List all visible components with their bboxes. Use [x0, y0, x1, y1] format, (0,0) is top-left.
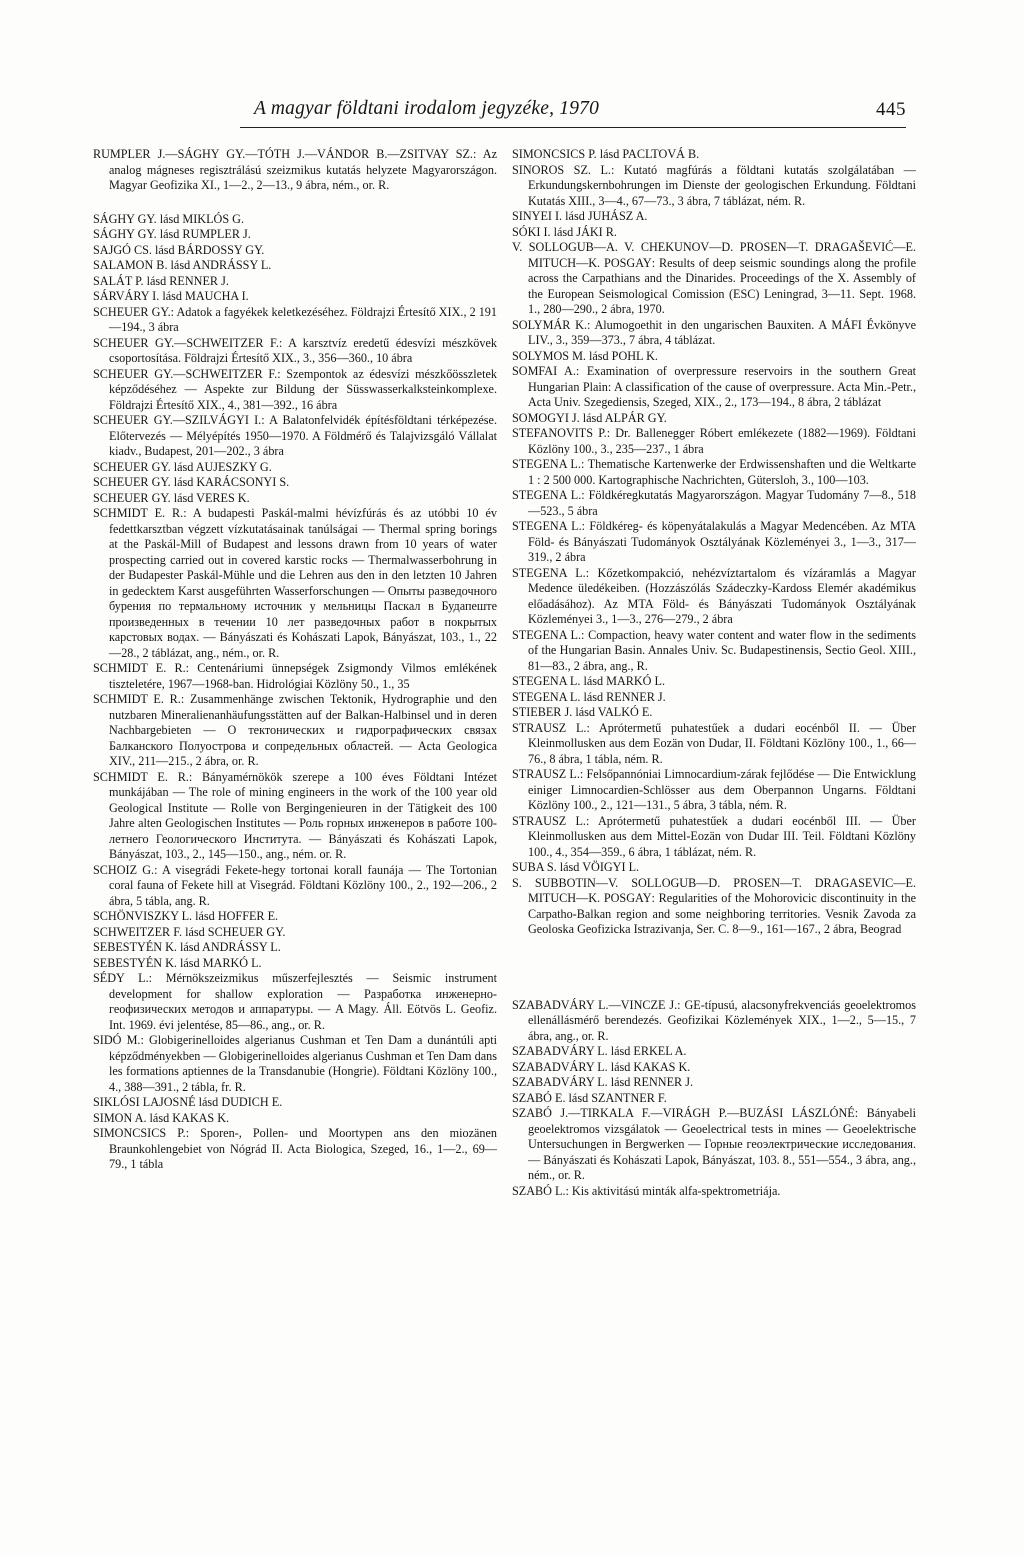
- entry-author: SCHMIDT E. R.: [93, 661, 186, 675]
- entry-author: SCHEUER GY.: [93, 459, 171, 474]
- bibliography-entry: [93, 212, 497, 228]
- entry-author: SOMOGYI J.: [512, 410, 580, 425]
- entry-text: : Regularities of the Mohorovicic discontinuity in the Carpatho-Balkan region and some neighboring territories. Vesnik Zavoda za Geoloska Geofizicka Istrazivanja, Ser. C. 8—9., 161—167., 2 ábra, Beograd: [528, 891, 916, 936]
- entry-author: STEGENA L.: [512, 519, 582, 533]
- bibliography-entry: [93, 274, 497, 290]
- entry-author: SZABADVÁRY L.: [512, 1075, 608, 1089]
- entry-author: SCHMIDT E. R.: [93, 692, 181, 706]
- entry-author: SALAMON B.: [93, 258, 168, 272]
- bibliography-entry: [93, 692, 497, 770]
- entry-text: lásd MAUCHA I.: [159, 289, 249, 303]
- entry-text: : Kőzetkompakció, nehézvíztartalom és vízáramlás a Magyar Medence üledékeiben. (Hozzászólás Szádeczky-Kardoss Elemér akadémikus előadásához). Az MTA Föld- és Bányászati Tudományok Osztályának Közleményei 3., 1—3., 276—279., 2 ábra: [528, 565, 916, 626]
- entry-author: SINYEI I.: [512, 209, 563, 223]
- bibliography-entry: [512, 1091, 916, 1107]
- entry-text: lásd KARÁCSONYI S.: [170, 475, 290, 489]
- bibliography-entry: [93, 1033, 497, 1095]
- bibliography-entry: [512, 1106, 916, 1184]
- entry-author: SOMFAI A.: [512, 364, 576, 378]
- entry-author: SCHOIZ G.: [93, 862, 155, 877]
- entry-text: : Földkéreg- és köpenyátalakulás a Magyar Medencében. Az MTA Föld- és Bányászati Tudományok Osztályának Közleményei 3., 1—3., 317—319., 2 ábra: [528, 519, 916, 564]
- bibliography-entry: [93, 956, 497, 972]
- bibliography-entry: [93, 413, 497, 460]
- entry-text: lásd ANDRÁSSY L.: [176, 940, 281, 954]
- entry-author: RUMPLER J.—SÁGHY GY.—TÓTH J.—VÁNDOR B.—ZSITVAY SZ.: [93, 147, 473, 161]
- entry-text: : Szempontok az édesvízi mészkőösszletek képződéséhez — Aspekte zur Bildung der Süsswasserkalksteinkomplexe. Földrajzi Értesítő XIX., 4., 381—392., 16 ábra: [109, 366, 497, 412]
- entry-text: : Thematische Kartenwerke der Erdwissenshaften und die Weltkarte 1 : 2 500 000. Kartographische Nachrichten, Gütersloh, 3., 100—103.: [528, 457, 916, 487]
- entry-author: SÁGHY GY.: [93, 227, 157, 241]
- bibliography-entry: [512, 1044, 916, 1060]
- bibliography-entry: [93, 305, 497, 336]
- entry-text: lásd JUHÁSZ A.: [562, 209, 648, 223]
- bibliography-entry: [512, 690, 916, 706]
- bibliography-entry: [93, 770, 497, 863]
- entry-text: lásd KAKAS K.: [607, 1059, 691, 1074]
- entry-author: V. SOLLOGUB—A. V. CHEKUNOV—D. PROSEN—T. DRAGAŠEVIĆ—E. MITUCH—K. POSGAY: [512, 240, 916, 270]
- entry-text: lásd JÁKI R.: [550, 224, 617, 239]
- bibliography-entry: [512, 860, 916, 876]
- bibliography-entry: [93, 863, 497, 910]
- bibliography-entry: [512, 411, 916, 427]
- bibliography-entry: [93, 1126, 497, 1173]
- entry-text: : Compaction, heavy water content and water flow in the sediments of the Hungarian Basin. Annales Univ. Sc. Budapestinensis, Sectio Geol. XIII., 81—83., 2 ábra, ang., R.: [528, 627, 916, 673]
- entry-author: SZABADVÁRY L.: [512, 1044, 608, 1058]
- entry-author: SCHWEITZER F.: [93, 924, 183, 939]
- entry-author: SIDÓ M.: [93, 1033, 141, 1047]
- entry-author: SZABÓ E.: [512, 1090, 566, 1105]
- entry-author: SEBESTYÉN K.: [93, 940, 177, 954]
- entry-text: : Felsőpannóniai Limnocardium-zárak fejlődése — Die Entwicklung einiger Limnocardien-Schlösser aus dem Oberpannon Ungarns. Földtani Közlöny 100., 2., 121—131., 5 ábra, 3 tábla, ném. R.: [528, 767, 916, 812]
- bibliography-entry: [93, 289, 497, 305]
- entry-text: lásd SZANTNER F.: [565, 1090, 667, 1105]
- bibliography-entry: [93, 243, 497, 259]
- bibliography-entry: [93, 971, 497, 1033]
- header-rule: [240, 127, 906, 128]
- entry-text: : Földkéregkutatás Magyarországon. Magyar Tudomány 7—8., 518—523., 5 ábra: [528, 488, 916, 518]
- bibliography-entry: [93, 909, 497, 925]
- entry-author: SINOROS SZ. L.: [512, 162, 611, 177]
- entry-text: lásd SCHEUER GY.: [182, 924, 286, 939]
- entry-text: : Bányamérnökök szerepe a 100 éves Földtani Intézet munkájában — The role of mining engineers in the work of the 100 year old Geological Institute — Rolle von Bergingenieuren in der Tätigkeit des 100 Jahre alten Geologischen Institutes — Роль горных инженеров в работе 100-летнего Геологического Института. — Bányászati és Kohászati Lapok, Bányászat, 103., 2., 145—150., ang., ném. or. R.: [109, 769, 497, 861]
- entry-text: : Aprótermetű puhatestűek a dudari eocénből III. — Über Kleinmollusken aus dem Mittel-Eozän von Dudar III. Teil. Földtani Közlöny 100., 4., 354—359., 6 ábra, 1 táblázat, ném. R.: [528, 813, 916, 859]
- entry-author: SUBA S.: [512, 860, 557, 874]
- entry-text: lásd RENNER J.: [143, 273, 229, 288]
- entry-text: : A karsztvíz eredetű édesvízi mészkövek csoportosítása. Földrajzi Értesítő XIX., 3., 356—360., 10 ábra: [109, 335, 497, 365]
- entry-text: lásd KAKAS K.: [146, 1110, 230, 1125]
- entry-author: SZABADVÁRY L.: [512, 1059, 608, 1074]
- entry-text: : Centenáriumi ünnepségek Zsigmondy Vilmos emlékének tiszteletére, 1967—1968-ban. Hidrológiai Közlöny 50., 1., 35: [109, 661, 497, 691]
- bibliography-entry: [512, 209, 916, 225]
- entry-author: STIEBER J.: [512, 705, 573, 719]
- bibliography-entry: [93, 460, 497, 476]
- entry-text: : Results of deep seismic soundings along the profile across the Carpathians and the Dinarides. Proceedings of the X. Assembly of the European Seismological Comission (ESC) Leningrad, 3—11. Sept. 1968. 1., 280—290., 2 ábra, 1970.: [528, 255, 916, 316]
- entry-author: SCHMIDT E. R.: [93, 769, 189, 784]
- running-header: [240, 98, 906, 128]
- bibliography-entry: [93, 147, 497, 194]
- entry-text: : A budapesti Paskál-malmi hévízfúrás és az utóbbi 10 év fedettkarsztban végzett vízkutatásainak tanúlságai — Thermal spring borings at the Paskál-Mill of Budapest and lessons drawn from 10 years of water prospecting carried out in covered karstic rocks — Thermalwasserbohrung in der Budapester Paskál-Mühle und die Lehren aus den in den letzten 10 Jahren in gedecktem Karst ausgeführten Wasserforschungen — Опыты разведочного бурения по термальному источник у мельницы Паскал в Будапеште произведенных в течении 10 лет разведочных работ в покрытых карстовых водах. — Bányászati és Kohászati Lapok, Bányászat, 103., 1., 22—28., 2 táblázat, ang., ném., or. R.: [109, 506, 497, 660]
- entry-author: STEGENA L.: [512, 627, 582, 642]
- right-column: [512, 147, 916, 1199]
- entry-author: SIKLÓSI LAJOSNÉ: [93, 1095, 196, 1109]
- entry-text: lásd VERES K.: [170, 490, 250, 505]
- entry-text: lásd MIKLÓS G.: [156, 211, 244, 226]
- entry-text: lásd RENNER J.: [607, 1075, 694, 1089]
- entry-text: lásd AUJESZKY G.: [170, 459, 272, 474]
- bibliography-entry: [93, 367, 497, 414]
- entry-author: SCHEUER GY.: [93, 490, 171, 505]
- entry-author: STEGENA L.: [512, 565, 586, 580]
- bibliography-entry: [93, 336, 497, 367]
- entry-author: SZABÓ L.: [512, 1183, 566, 1198]
- entry-text: lásd POHL K.: [585, 348, 658, 363]
- bibliography-entry: [512, 457, 916, 488]
- entry-text: : Kutató magfúrás a földtani kutatás szolgálatában — Erkundungskernbohrungen im Dienste der geologischen Erkundung. Földtani Kutatás XIII., 3—4., 67—73., 3 ábra, 7 táblázat, ném. R.: [528, 162, 916, 208]
- bibliography-entry: [93, 227, 497, 243]
- entry-text: lásd DUDICH E.: [195, 1095, 283, 1109]
- entry-text: : Az analog mágneses regisztrálású szeizmikus kutatás helyzete Magyarországon. Magyar Geofizika XI., 1—2., 2—13., 9 ábra, ném., or. R.: [109, 147, 497, 192]
- bibliography-entry: [93, 491, 497, 507]
- entry-author: STEGENA L.: [512, 689, 581, 704]
- bibliography-entry: [512, 318, 916, 349]
- running-title: A magyar földtani irodalom jegyzéke, 1970: [254, 98, 600, 119]
- entry-text: lásd PACLTOVÁ B.: [596, 147, 700, 161]
- entry-author: SOLYMÁR K.: [512, 317, 587, 332]
- entry-author: SCHEUER GY.—SZILVÁGYI I.: [93, 413, 262, 427]
- entry-text: : Globigerinelloides algerianus Cushman et Ten Dam a dunántúli apti képződményekben — Globigerinelloides algerianus Cushman et Ten Dam dans les formations aptiennes de la Transdanubie (Hongrie). Földtani Közlöny 100., 4., 388—391., 2 tábla, fr. R.: [109, 1033, 497, 1094]
- entry-text: : Bányabeli geoelektromos vizsgálatok — Geoelectrical tests in mines — Geoelektrische Untersuchungen in Bergwerken — Горные геоэлектрические исследования. — Bányászati és Kohászati Lapok, Bányászat, 103. 8., 551—554., 3 ábra, ang., ném., or. R.: [528, 1106, 916, 1182]
- bibliography-entry: [512, 163, 916, 210]
- bibliography-entry: [512, 225, 916, 241]
- bibliography-entry: [512, 488, 916, 519]
- bibliography-entry: [93, 506, 497, 661]
- bibliography-entry: [93, 475, 497, 491]
- entry-text: : Dr. Ballenegger Róbert emlékezete (1882—1969). Földtani Közlöny 100., 3., 235—237., 1 ábra: [528, 426, 916, 456]
- bibliography-entry: [512, 1075, 916, 1091]
- entry-author: STEGENA L.: [512, 674, 581, 688]
- entry-text: lásd MARKÓ L.: [176, 955, 262, 970]
- entry-text: lásd RENNER J.: [580, 689, 666, 704]
- entry-author: SÉDY L.: [93, 971, 149, 985]
- entry-author: SCHÖNVISZKY L.: [93, 909, 193, 923]
- entry-text: lásd VÖIGYI L.: [556, 860, 640, 874]
- entry-text: lásd HOFFER E.: [192, 909, 279, 923]
- bibliography-entry: [512, 876, 916, 938]
- entry-text: lásd RUMPLER J.: [156, 227, 251, 241]
- entry-author: SALÁT P.: [93, 273, 144, 288]
- entry-author: SCHEUER GY.—SCHWEITZER F.: [93, 335, 279, 350]
- entry-author: SÁRVÁRY I.: [93, 289, 160, 303]
- bibliography-entry: [512, 767, 916, 814]
- entry-text: lásd BÁRDOSSY GY.: [151, 242, 265, 257]
- bibliography-entry: [512, 998, 916, 1045]
- entry-text: : Alumogoethit in den ungarischen Bauxiten. A MÁFI Évkönyve LIV., 3., 359—373., 7 ábra, 4 táblázat.: [528, 317, 916, 347]
- entry-text: : A visegrádi Fekete-hegy tortonai korall faunája — The Tortonian coral fauna of Fekete hill at Visegrád. Földtani Közlöny 100., 2., 192—206., 2 ábra, 5 tábla, ang. R.: [109, 862, 497, 908]
- entry-author: S. SUBBOTIN—V. SOLLOGUB—D. PROSEN—T. DRAGASEVIC—E. MITUCH—K. POSGAY: [512, 875, 916, 905]
- entry-author: STEGENA L.: [512, 488, 582, 502]
- bibliography-entry: [512, 674, 916, 690]
- entry-author: SZABADVÁRY L.—VINCZE J.: [512, 997, 678, 1012]
- entry-author: SCHEUER GY.: [93, 475, 171, 489]
- entry-author: STRAUSZ L.: [512, 720, 587, 735]
- entry-text: : Aprótermetű puhatestűek a dudari eocénből II. — Über Kleinmollusken aus dem Eozän von Dudar, II. Földtani Közlöny 100., 1., 66—76., 8 ábra, 1 tábla, ném. R.: [528, 720, 916, 766]
- bibliography-entry: [512, 240, 916, 318]
- entry-author: STEFANOVITS P.: [512, 426, 607, 440]
- entry-author: SZABÓ J.—TIRKALA F.—VIRÁGH P.—BUZÁSI LÁSZLÓNÉ: [512, 1106, 855, 1120]
- bibliography-entry: [93, 925, 497, 941]
- bibliography-entry: [93, 258, 497, 274]
- bibliography-entry: [512, 1184, 916, 1200]
- entry-text: lásd ALPÁR GY.: [579, 410, 667, 425]
- bibliography-entry: [512, 566, 916, 628]
- entry-author: STRAUSZ L.: [512, 813, 586, 828]
- entry-author: SIMONCSICS P.: [512, 147, 597, 161]
- bibliography-entry: [512, 814, 916, 861]
- entry-author: SÓKI I.: [512, 224, 551, 239]
- entry-author: SCHEUER GY.—SCHWEITZER F.: [93, 366, 278, 381]
- entry-text: : Kis aktivitású minták alfa-spektrometriája.: [565, 1183, 781, 1198]
- bibliography-entry: [93, 661, 497, 692]
- bibliography-entry: [93, 1095, 497, 1111]
- bibliography-entry: [512, 705, 916, 721]
- bibliography-entry: [512, 426, 916, 457]
- bibliography-entry: [512, 1060, 916, 1076]
- entry-text: : GE-típusú, alacsonyfrekvenciás geoelektromos ellenállásmérő berendezés. Geofizikai Közlemények XIX., 1—2., 5—15., 7 ábra, ang., or. R.: [528, 997, 916, 1043]
- entry-author: SCHEUER GY.: [93, 304, 171, 319]
- bibliography-entry: [512, 147, 916, 163]
- entry-text: : Sporen-, Pollen- und Moortypen ans den miozänen Braunkohlengebiet von Nógrád II. Acta Biologica, Szeged, 16., 1—2., 69—79., 1 tábla: [109, 1126, 497, 1171]
- entry-author: SEBESTYÉN K.: [93, 955, 177, 970]
- entry-text: lásd VALKÓ E.: [572, 705, 653, 719]
- bibliography-entry: [93, 940, 497, 956]
- entry-author: SAJGÓ CS.: [93, 242, 152, 257]
- left-column: [93, 147, 497, 1173]
- bibliography-entry: [512, 628, 916, 675]
- bibliography-entry: [512, 364, 916, 411]
- entry-text: : Adatok a fagyékek keletkezéséhez. Földrajzi Értesítő XIX., 2 191—194., 3 ábra: [109, 304, 497, 334]
- bibliography-entry: [512, 519, 916, 566]
- entry-author: SÁGHY GY.: [93, 211, 157, 226]
- entry-text: : A Balatonfelvidék építésföldtani térképezése. Előtervezés — Mélyépítés 1950—1970. A Földmérő és Talajvizsgáló Vállalat kiadv., Budapest, 201—202., 3 ábra: [109, 413, 497, 458]
- page-number: 445: [876, 99, 906, 120]
- entry-author: SIMON A.: [93, 1110, 147, 1125]
- bibliography-entry: [512, 349, 916, 365]
- entry-text: : Mérnökszeizmikus műszerfejlesztés — Seismic instrument development for shallow exploration — Разработка инженерно-геофизических методов и аппаратуры. — A Magy. Áll. Eötvös L. Geofiz. Int. 1969. évi jelentése, 85—86., ang., or. R.: [109, 971, 497, 1032]
- entry-author: SCHMIDT E. R.: [93, 506, 184, 520]
- entry-text: : Zusammenhänge zwischen Tektonik, Hydrographie und den nutzbaren Mineralienanhäufungsstätten auf der Balkan-Halbinsel und in deren Nachbargebieten — О тектонических и гидрографических связах Балканского Полуострова и сопредельных областей. — Acta Geologica XIV., 211—215., 2 ábra, or. R.: [109, 692, 497, 768]
- bibliography-entry: [512, 721, 916, 768]
- entry-text: : Examination of overpressure reservoirs in the southern Great Hungarian Plain: A classification of the cause of overpressure. Acta Min.-Petr., Acta Univ. Szegediensis, Szeged, XIX., 2., 173—194., 8 ábra, 2 táblázat: [528, 364, 917, 409]
- bibliography-entry: [93, 1111, 497, 1127]
- entry-author: SIMONCSICS P.: [93, 1126, 186, 1140]
- entry-text: lásd MARKÓ L.: [580, 674, 666, 688]
- entry-text: lásd ERKEL A.: [607, 1044, 687, 1058]
- entry-author: STRAUSZ L.: [512, 767, 580, 781]
- entry-text: lásd ANDRÁSSY L.: [167, 258, 272, 272]
- entry-author: STEGENA L.: [512, 457, 581, 471]
- entry-author: SOLYMOS M.: [512, 348, 586, 363]
